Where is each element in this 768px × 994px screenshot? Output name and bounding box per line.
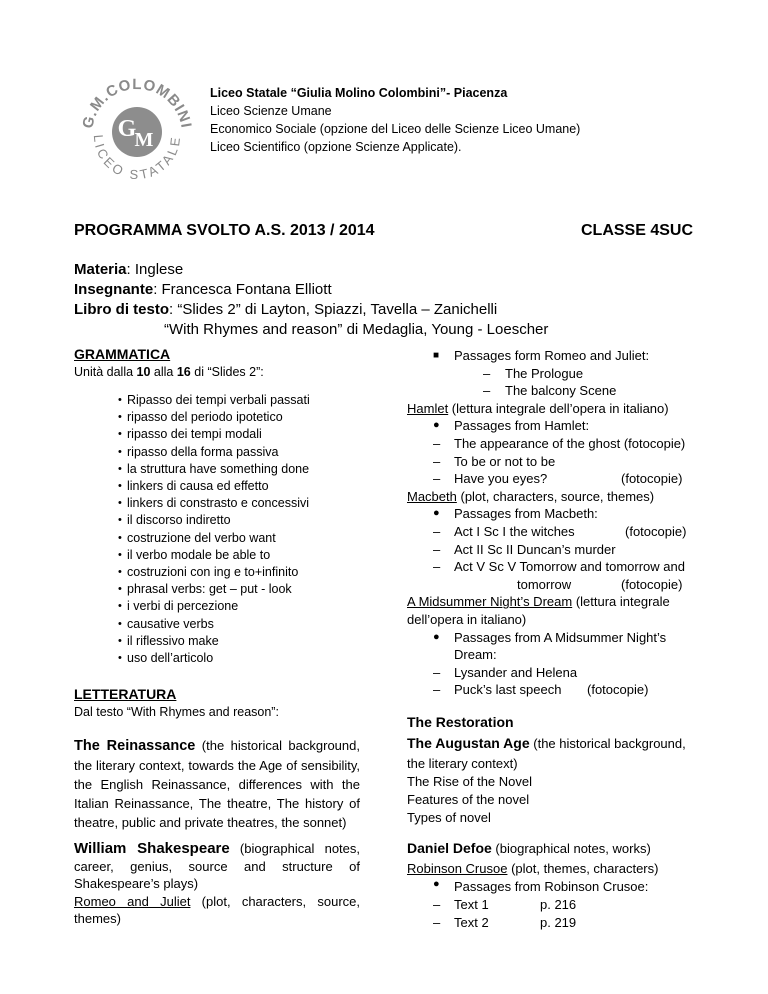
passages-crusoe: Passages from Robinson Crusoe: [454, 879, 649, 894]
school-logo [78, 70, 196, 188]
insegnante-value: : Francesca Fontana Elliott [153, 281, 332, 298]
text-1: Text 1 [454, 897, 489, 912]
puck-note: (fotocopie) [587, 682, 649, 698]
eyes-note: (fotocopie) [621, 471, 683, 487]
rise-novel: The Rise of the Novel [407, 774, 533, 789]
svg-text:G.M.COLOMBINI: G.M.COLOMBINI [79, 75, 195, 131]
midsummer-line: A Midsummer Night’s Dream (lettura integrale [407, 594, 670, 610]
list-item: • linkers di constrasto e concessivi [118, 495, 368, 512]
header-line-2: Liceo Scienze Umane [210, 104, 332, 118]
passages-midsummer-2: Dream: [454, 647, 497, 663]
materia-line [74, 260, 183, 280]
hamlet-line: Hamlet (lettura integrale dell’opera in italiano) [407, 400, 669, 416]
header-line-4: Liceo Scientifico (opzione Scienze Applicate). [210, 140, 462, 154]
list-item: • costruzioni con ing e to+infinito [118, 564, 368, 581]
list-item: • il riflessivo make [118, 633, 368, 650]
list-item: • linkers di causa ed effetto [118, 478, 368, 495]
restoration-heading: The Restoration [407, 714, 514, 730]
insegnante-line [74, 280, 332, 300]
list-item: • i verbi di percezione [118, 598, 368, 615]
passages-hamlet: Passages from Hamlet: [454, 418, 590, 434]
balcony-scene: The balcony Scene [505, 383, 617, 399]
list-item: • phrasal verbs: get – put - look [118, 581, 368, 598]
text-2-page: p. 219 [540, 915, 577, 930]
crusoe-line: Robinson Crusoe (plot, themes, characters) [407, 861, 659, 876]
list-item: • ripasso della forma passiva [118, 444, 368, 461]
materia-value: : Inglese [126, 261, 184, 278]
lysander: Lysander and Helena [454, 664, 578, 680]
ghost: The appearance of the ghost (fotocopie) [454, 436, 686, 451]
letteratura-heading: LETTERATURA [74, 686, 177, 702]
insegnante-label: Insegnante [74, 281, 154, 298]
to-be: To be or not to be [454, 453, 556, 469]
libro-line [74, 300, 497, 320]
reinassance-paragraph: The Reinassance (the historical background, the literary context, towards the Age of sensibility, the English Reinassance, differences with the Italian Reinassance, The theatre, The history of theatre, public and private theatres, the sonnet) [74, 738, 360, 830]
passages-macbeth: Passages from Macbeth: [454, 506, 598, 522]
svg-text:LICEO STATALE: LICEO STATALE [90, 133, 184, 183]
passages-romeo: Passages form Romeo and Juliet: [454, 348, 650, 363]
witches: Act I Sc I the witches [454, 524, 575, 539]
passages-midsummer: Passages from A Midsummer Night’s [454, 629, 667, 645]
svg-text:G: G [117, 116, 137, 142]
list-item: • ripasso del periodo ipotetico [118, 409, 368, 426]
list-item: • causative verbs [118, 616, 368, 633]
grammatica-list [118, 392, 368, 667]
macbeth-line: Macbeth (plot, characters, source, themes) [407, 488, 655, 504]
svg-text:M: M [134, 129, 154, 151]
materia-label: Materia [74, 261, 127, 278]
libro-value: : “Slides 2” di Layton, Spiazzi, Tavella – Zanichelli [169, 301, 498, 318]
tomorrow: Act V Sc V Tomorrow and tomorrow and [454, 559, 685, 575]
grammatica-heading: GRAMMATICA [74, 346, 171, 362]
program-title: PROGRAMMA SVOLTO A.S. 2013 / 2014 [74, 222, 375, 239]
features-novel: Features of the novel [407, 792, 530, 807]
list-item: • Ripasso dei tempi verbali passati [118, 392, 368, 409]
list-item: • costruzione del verbo want [118, 530, 368, 547]
list-item: • ripasso dei tempi modali [118, 426, 368, 443]
text-2: Text 2 [454, 915, 489, 930]
tomorrow-2: tomorrow [517, 576, 572, 592]
right-column-top: ■ Passages form Romeo and Juliet: – The Prologue – The balcony Scene Hamlet (lettura integrale dell’opera in italiano) ● Passages from Hamlet: – The appearance of the ghost (fotocopie) – To be or not to be – Have you eyes? (fotocopie) Macbeth (plot, characters, source, themes) ● Passages from Macbeth: – Act I Sc I the witches (fotocopie) – Act II Sc II Duncan’s murder – Act V Sc V Tomorrow and tomorrow and tomorrow (fotocopie) A Midsummer Night’s Dream (lettura integrale dell’opera in italiano) ● Passages from A Midsummer Night’s Dream: – Lysander and Helena – Puck’s last speech (fotocopie) [407, 348, 687, 698]
prologue: The Prologue [505, 365, 584, 381]
augustan-line: The Augustan Age (the historical background, [407, 735, 686, 751]
grammatica-intro: Unità dalla 10 alla 16 di “Slides 2”: [74, 365, 264, 379]
libro-value-2: “With Rhymes and reason” di Medaglia, Young - Loescher [164, 321, 549, 338]
witches-note: (fotocopie) [625, 524, 687, 539]
list-item: • uso dell’articolo [118, 650, 368, 667]
augustan-line-2: the literary context) [407, 756, 518, 771]
midsummer-line-2: dell’opera in italiano) [407, 612, 527, 627]
duncan: Act II Sc II Duncan’s murder [454, 541, 616, 557]
puck: Puck’s last speech [454, 682, 562, 698]
have-you-eyes: Have you eyes? [454, 471, 548, 487]
letteratura-intro: Dal testo “With Rhymes and reason”: [74, 705, 279, 719]
shakespeare-title: William Shakespeare [74, 840, 230, 857]
class-title: CLASSE 4SUC [581, 222, 694, 239]
list-item: • il verbo modale be able to [118, 547, 368, 564]
list-item: • la struttura have something done [118, 461, 368, 478]
header-line-3: Economico Sociale (opzione del Liceo delle Scienze Liceo Umane) [210, 122, 581, 136]
types-novel: Types of novel [407, 810, 491, 825]
school-name: Liceo Statale “Giulia Molino Colombini”- Piacenza [210, 86, 508, 100]
romeo-title: Romeo and Juliet [74, 893, 191, 909]
list-item: • il discorso indiretto [118, 512, 368, 529]
defoe-line: Daniel Defoe (biographical notes, works) [407, 840, 651, 856]
shakespeare-paragraph: William Shakespeare (biographical notes, career, genius, source and structure of Shakespeare’s plays) Romeo and Juliet (plot, characters, source, themes) [74, 840, 361, 926]
tomorrow-note: (fotocopie) [621, 576, 683, 592]
libro-label: Libro di testo [74, 301, 169, 318]
reinassance-title: The Reinassance [74, 738, 196, 754]
text-1-page: p. 216 [540, 897, 577, 912]
